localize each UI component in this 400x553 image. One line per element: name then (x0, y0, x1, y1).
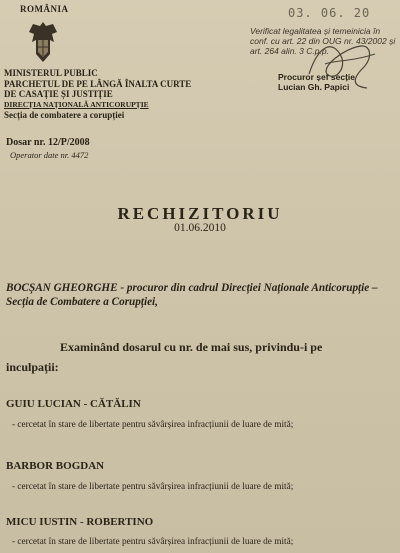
verification-line: conf. cu art. 22 din OUG nr. 43/2002 și (250, 36, 396, 46)
document-title: RECHIZITORIU (117, 204, 283, 223)
institution-line: DIRECȚIA NAȚIONALĂ ANTICORUPȚIE (4, 99, 149, 109)
institution-line: Secția de combatere a corupției (4, 110, 125, 120)
chief-prosecutor-title: Procuror șef secție (278, 72, 356, 82)
verification-line: art. 264 alin. 3 C.p.p. (250, 46, 329, 56)
defendant-charge: - cercetat în stare de libertate pentru săvârșirea infracțiunii de luare de mită; (12, 420, 294, 430)
defendant-name: MICU IUSTIN - ROBERTINO (6, 516, 154, 528)
institution-line: PARCHETUL DE PE LÂNGĂ ÎNALTA CURTE (4, 78, 192, 89)
defendant-charge: - cercetat în stare de libertate pentru săvârșirea infracțiunii de luare de mită; (12, 537, 294, 547)
examination-line: Examinând dosarul cu nr. de mai sus, privindu-i pe (60, 340, 323, 354)
examination-paragraph (6, 337, 394, 377)
examination-line: inculpații: (6, 360, 59, 374)
signature-icon (305, 34, 377, 94)
case-number: Dosar nr. 12/P/2008 (6, 137, 90, 148)
handwritten-date: 03. 06. 20 (288, 6, 371, 20)
country-label: ROMÂNIA (20, 4, 69, 14)
defendant-name: BARBOR BOGDAN (6, 460, 105, 472)
institution-line: DE CASAȚIE ȘI JUSTIȚIE (4, 89, 113, 99)
verification-line: Verificat legalitatea și temeinicia în (250, 26, 381, 36)
operator-number: Operator date nr. 4472 (10, 150, 89, 160)
prosecutor-intro: BOCȘAN GHEORGHE - procuror din cadrul Direcției Naționale Anticorupție – Secția de Combatere a Corupției, (6, 282, 378, 308)
defendant-name: GUIU LUCIAN - CĂTĂLIN (6, 398, 141, 410)
institution-line: MINISTERUL PUBLIC (4, 68, 98, 78)
document-date: 01.06.2010 (174, 222, 226, 234)
institution-block (4, 68, 191, 121)
coat-of-arms-icon (26, 20, 60, 64)
chief-prosecutor-name: Lucian Gh. Papici (278, 82, 350, 92)
defendant-charge: - cercetat în stare de libertate pentru săvârșirea infracțiunii de luare de mită; (12, 482, 294, 492)
